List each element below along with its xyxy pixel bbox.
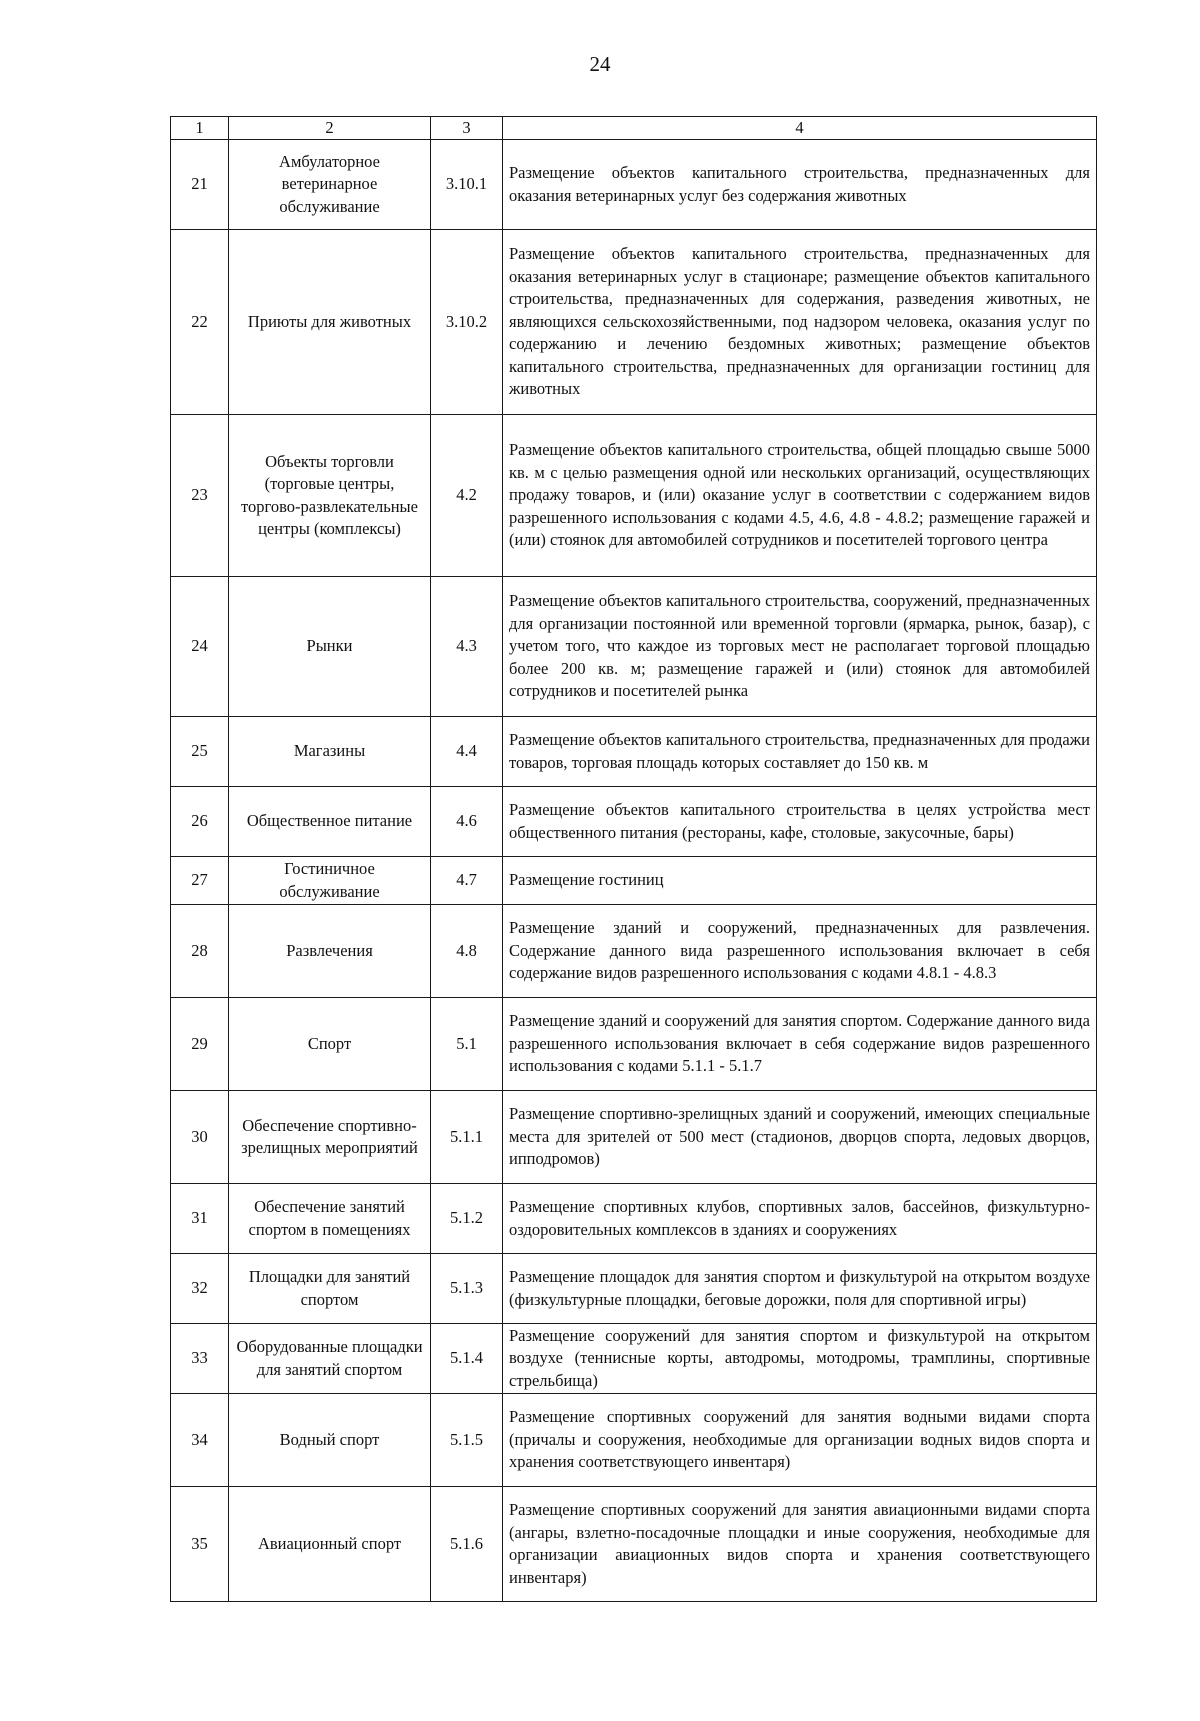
row-use-name: Оборудованные площадки для занятий спортом xyxy=(229,1324,431,1394)
row-use-name: Площадки для занятий спортом xyxy=(229,1254,431,1324)
table-row xyxy=(171,905,1097,998)
row-use-code: 3.10.1 xyxy=(431,140,503,230)
row-number: 30 xyxy=(171,1091,229,1184)
table-row xyxy=(171,230,1097,415)
header-col-1: 1 xyxy=(171,117,229,140)
row-number: 26 xyxy=(171,787,229,857)
row-use-code: 5.1.6 xyxy=(431,1487,503,1602)
row-use-name: Магазины xyxy=(229,717,431,787)
row-use-name: Объекты торговли (торговые центры, торгово-развлекательные центры (комплексы) xyxy=(229,415,431,577)
row-use-name: Обеспечение занятий спортом в помещениях xyxy=(229,1184,431,1254)
row-description: Размещение зданий и сооружений для занятия спортом. Содержание данного вида разрешенного использования включает в себя содержание видов разрешенного использования с кодами 5.1.1 - 5.1.7 xyxy=(503,998,1097,1091)
row-use-code: 5.1.5 xyxy=(431,1394,503,1487)
row-number: 33 xyxy=(171,1324,229,1394)
row-use-name: Общественное питание xyxy=(229,787,431,857)
header-col-3: 3 xyxy=(431,117,503,140)
row-description: Размещение объектов капитального строительства, сооружений, предназначенных для организации постоянной или временной торговли (ярмарка, рынок, базар), с учетом того, что каждое из торговых мест не располагает торговой площадью более 200 кв. м; размещение гаражей и (или) стоянок для автомобилей сотрудников и посетителей рынка xyxy=(503,577,1097,717)
table-row xyxy=(171,577,1097,717)
row-number: 31 xyxy=(171,1184,229,1254)
row-description: Размещение объектов капитального строительства, общей площадью свыше 5000 кв. м с целью размещения одной или нескольких организаций, осуществляющих продажу товаров, и (или) оказание услуг в соответствии с содержанием видов разрешенного использования с кодами 4.5, 4.6, 4.8 - 4.8.2; размещение гаражей и (или) стоянок для автомобилей сотрудников и посетителей торгового центра xyxy=(503,415,1097,577)
row-use-name: Рынки xyxy=(229,577,431,717)
table-row xyxy=(171,1254,1097,1324)
row-use-code: 5.1.2 xyxy=(431,1184,503,1254)
row-description: Размещение гостиниц xyxy=(503,857,1097,905)
table-row xyxy=(171,1324,1097,1394)
table-row xyxy=(171,140,1097,230)
row-use-code: 5.1.1 xyxy=(431,1091,503,1184)
row-use-code: 5.1.4 xyxy=(431,1324,503,1394)
land-use-table xyxy=(170,116,1097,1602)
row-description: Размещение объектов капитального строительства, предназначенных для оказания ветеринарных услуг в стационаре; размещение объектов капитального строительства, предназначенных для содержания, разведения животных, не являющихся сельскохозяйственными, под надзором человека, оказания услуг по содержанию и лечению бездомных животных; размещение объектов капитального строительства, предназначенных для организации гостиниц для животных xyxy=(503,230,1097,415)
row-number: 21 xyxy=(171,140,229,230)
row-use-code: 4.2 xyxy=(431,415,503,577)
row-number: 25 xyxy=(171,717,229,787)
row-description: Размещение объектов капитального строительства в целях устройства мест общественного питания (рестораны, кафе, столовые, закусочные, бары) xyxy=(503,787,1097,857)
row-use-code: 4.8 xyxy=(431,905,503,998)
row-use-code: 4.7 xyxy=(431,857,503,905)
row-number: 28 xyxy=(171,905,229,998)
row-number: 27 xyxy=(171,857,229,905)
row-use-code: 3.10.2 xyxy=(431,230,503,415)
row-description: Размещение спортивно-зрелищных зданий и сооружений, имеющих специальные места для зрителей от 500 мест (стадионов, дворцов спорта, ледовых дворцов, ипподромов) xyxy=(503,1091,1097,1184)
row-use-name: Водный спорт xyxy=(229,1394,431,1487)
row-description: Размещение зданий и сооружений, предназначенных для развлечения. Содержание данного вида разрешенного использования включает в себя содержание видов разрешенного использования с кодами 4.8.1 - 4.8.3 xyxy=(503,905,1097,998)
row-use-code: 4.6 xyxy=(431,787,503,857)
row-description: Размещение объектов капитального строительства, предназначенных для продажи товаров, торговая площадь которых составляет до 150 кв. м xyxy=(503,717,1097,787)
row-use-name: Амбулаторное ветеринарное обслуживание xyxy=(229,140,431,230)
row-use-name: Спорт xyxy=(229,998,431,1091)
row-use-name: Авиационный спорт xyxy=(229,1487,431,1602)
row-number: 34 xyxy=(171,1394,229,1487)
table-row xyxy=(171,717,1097,787)
row-use-name: Приюты для животных xyxy=(229,230,431,415)
table-row xyxy=(171,1184,1097,1254)
row-description: Размещение сооружений для занятия спортом и физкультурой на открытом воздухе (теннисные корты, автодромы, мотодромы, трамплины, спортивные стрельбища) xyxy=(503,1324,1097,1394)
row-description: Размещение объектов капитального строительства, предназначенных для оказания ветеринарных услуг без содержания животных xyxy=(503,140,1097,230)
row-description: Размещение спортивных сооружений для занятия авиационными видами спорта (ангары, взлетно-посадочные площадки и иные сооружения, необходимые для организации авиационных видов спорта и хранения соответствующего инвентаря) xyxy=(503,1487,1097,1602)
header-col-4: 4 xyxy=(503,117,1097,140)
row-use-code: 4.4 xyxy=(431,717,503,787)
row-use-name: Обеспечение спортивно-зрелищных мероприятий xyxy=(229,1091,431,1184)
row-number: 32 xyxy=(171,1254,229,1324)
table-row xyxy=(171,857,1097,905)
table-row xyxy=(171,1487,1097,1602)
row-use-code: 5.1.3 xyxy=(431,1254,503,1324)
row-number: 29 xyxy=(171,998,229,1091)
page-number: 24 xyxy=(589,52,611,76)
row-use-name: Гостиничное обслуживание xyxy=(229,857,431,905)
row-use-name: Развлечения xyxy=(229,905,431,998)
table-row xyxy=(171,415,1097,577)
row-description: Размещение спортивных клубов, спортивных залов, бассейнов, физкультурно-оздоровительных комплексов в зданиях и сооружениях xyxy=(503,1184,1097,1254)
table-row xyxy=(171,998,1097,1091)
header-col-2: 2 xyxy=(229,117,431,140)
table-row xyxy=(171,1091,1097,1184)
table-row xyxy=(171,787,1097,857)
row-use-code: 4.3 xyxy=(431,577,503,717)
row-number: 23 xyxy=(171,415,229,577)
row-number: 35 xyxy=(171,1487,229,1602)
row-use-code: 5.1 xyxy=(431,998,503,1091)
row-number: 22 xyxy=(171,230,229,415)
row-number: 24 xyxy=(171,577,229,717)
table-header-row xyxy=(171,117,1097,140)
row-description: Размещение площадок для занятия спортом и физкультурой на открытом воздухе (физкультурные площадки, беговые дорожки, поля для спортивной игры) xyxy=(503,1254,1097,1324)
row-description: Размещение спортивных сооружений для занятия водными видами спорта (причалы и сооружения, необходимые для организации водных видов спорта и хранения соответствующего инвентаря) xyxy=(503,1394,1097,1487)
table-row xyxy=(171,1394,1097,1487)
